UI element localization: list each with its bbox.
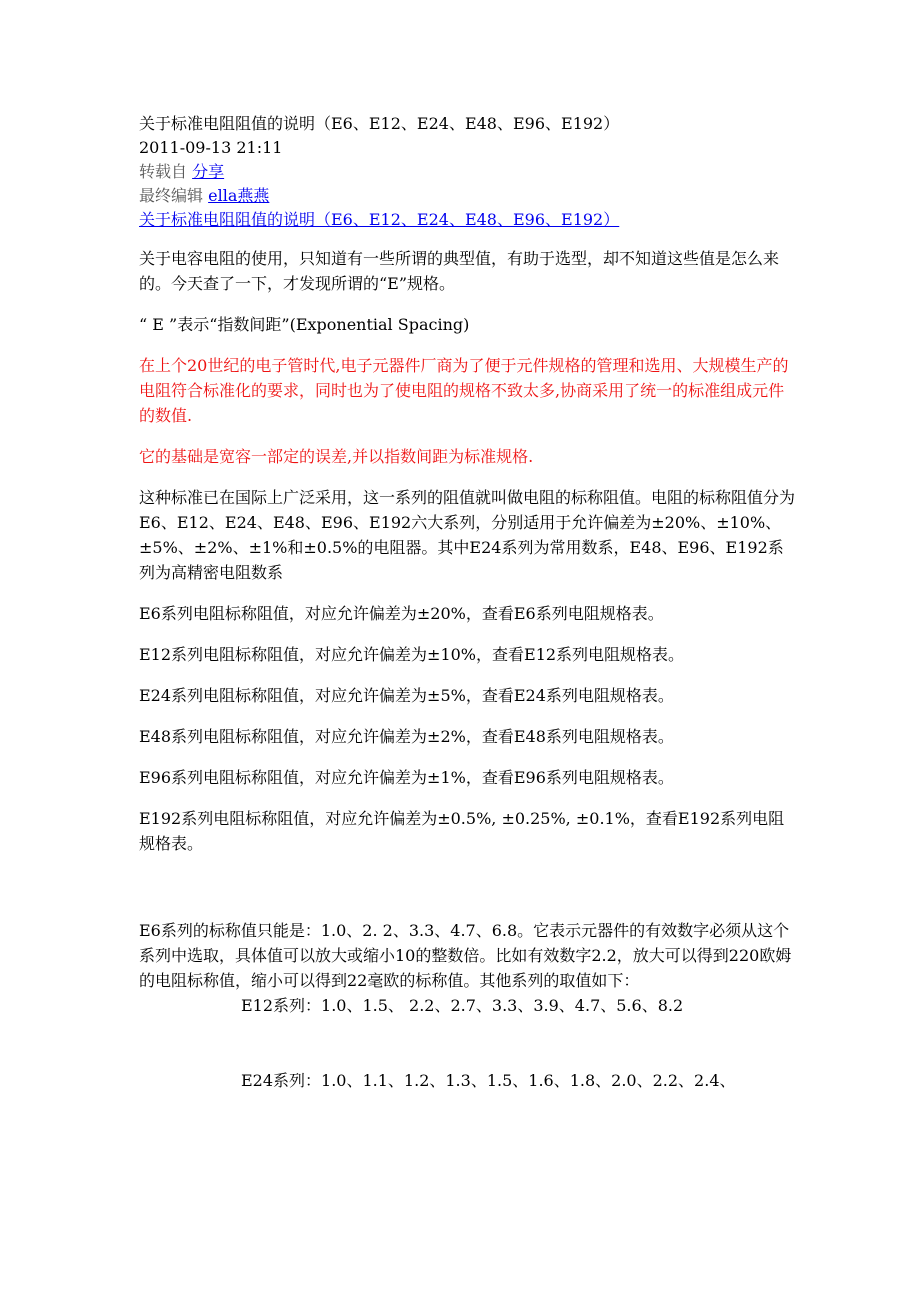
e-meaning-paragraph: “ E ”表示“指数间距”(Exponential Spacing) xyxy=(139,315,470,334)
intro-paragraph: 关于电容电阻的使用，只知道有一些所谓的典型值，有助于选型，却不知道这些值是怎么来的。今天查了一下，才发现所谓的“E”规格。 xyxy=(139,249,780,293)
article-title-link[interactable]: 关于标准电阻阻值的说明（E6、E12、E24、E48、E96、E192） xyxy=(139,210,620,229)
history-paragraph: 在上个20世纪的电子管时代,电子元器件厂商为了便于元件规格的管理和选用、大规模生产的电阻符合标准化的要求，同时也为了使电阻的规格不致太多,协商采用了统一的标准组成元件的数值. xyxy=(139,356,789,425)
basis-paragraph: 它的基础是宽容一部定的误差,并以指数间距为标准规格. xyxy=(139,447,534,466)
post-datetime: 2011-09-13 21:11 xyxy=(139,138,283,157)
series-e192-line: E192系列电阻标称阻值，对应允许偏差为±0.5%, ±0.25%, ±0.1%，查看E192系列电阻规格表。 xyxy=(139,809,785,853)
e24-values-line: E24系列：1.0、1.1、1.2、1.3、1.5、1.6、1.8、2.0、2.2、2.4、 xyxy=(241,1071,736,1090)
e12-values-line: E12系列：1.0、1.5、 2.2、2.7、3.3、3.9、4.7、5.6、8.2 xyxy=(241,996,684,1015)
series-e12-line: E12系列电阻标称阻值，对应允许偏差为±10%，查看E12系列电阻规格表。 xyxy=(139,645,685,664)
series-e96-line: E96系列电阻标称阻值，对应允许偏差为±1%，查看E96系列电阻规格表。 xyxy=(139,768,674,787)
repost-source-link[interactable]: 分享 xyxy=(192,162,225,181)
editor-line xyxy=(139,184,799,208)
repost-line xyxy=(139,160,799,184)
e6-values-paragraph: E6系列的标称值只能是：1.0、2. 2、3.3、4.7、6.8。它表示元器件的有效数字必须从这个系列中选取，具体值可以放大或缩小10的整数倍。比如有效数字2.2，放大可以得到220欧姆的电阻标称值，缩小可以得到22毫欧的标称值。其他系列的取值如下： xyxy=(139,921,792,990)
editor-link[interactable]: ella燕燕 xyxy=(208,186,270,205)
document-title: 关于标准电阻阻值的说明（E6、E12、E24、E48、E96、E192） xyxy=(139,114,620,133)
series-e24-line: E24系列电阻标称阻值，对应允许偏差为±5%，查看E24系列电阻规格表。 xyxy=(139,686,674,705)
standard-paragraph: 这种标准已在国际上广泛采用，这一系列的阻值就叫做电阻的标称阻值。电阻的标称阻值分为E6、E12、E24、E48、E96、E192六大系列，分别适用于允许偏差为±20%、±10%、±5%、±2%、±1%和±0.5%的电阻器。其中E24系列为常用数系，E48、E96、E192系列为高精密电阻数系 xyxy=(139,488,796,582)
editor-label: 最终编辑 xyxy=(139,186,204,205)
series-e6-line: E6系列电阻标称阻值，对应允许偏差为±20%，查看E6系列电阻规格表。 xyxy=(139,604,664,623)
series-e48-line: E48系列电阻标称阻值，对应允许偏差为±2%，查看E48系列电阻规格表。 xyxy=(139,727,674,746)
repost-label: 转载自 xyxy=(139,162,188,181)
title-link-line xyxy=(139,208,799,232)
document-page xyxy=(139,112,799,1093)
